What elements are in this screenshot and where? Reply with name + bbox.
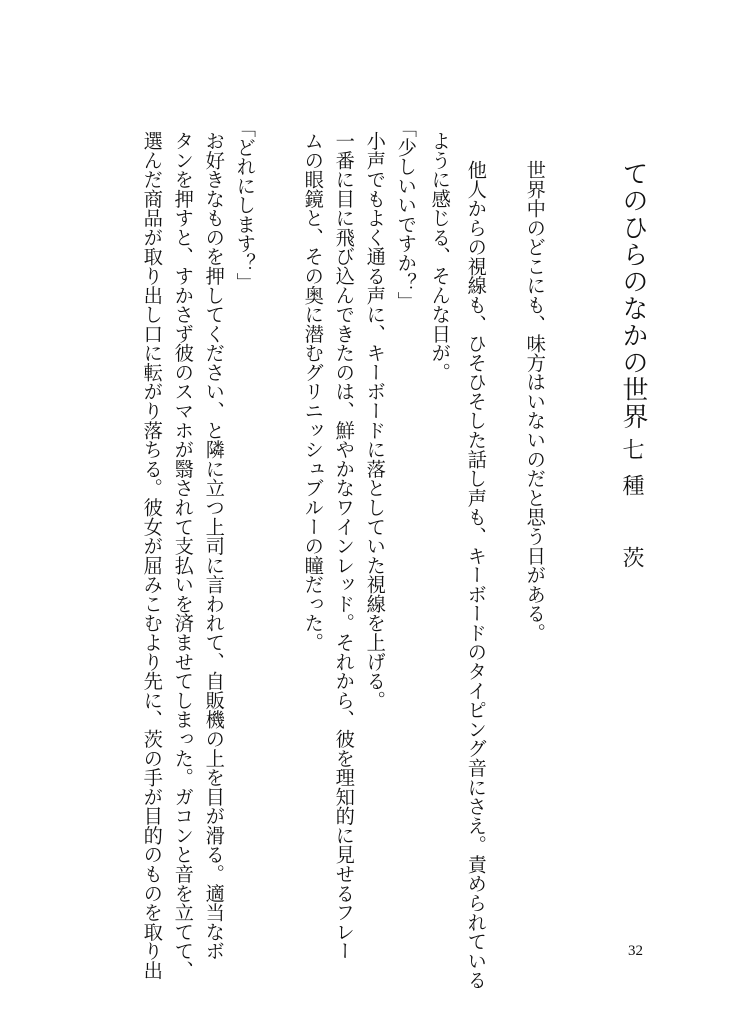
body-line-8: 「どれにします？」 xyxy=(233,118,257,292)
page-title: てのひらのなかの世界 xyxy=(618,160,648,430)
body-line-5: 小声でもよく通る声に、キーボードに落としていた視線を上げる。 xyxy=(363,131,387,710)
body-line-2: 他人からの視線も、ひそひそした話し声も、キーボードのタイピング音にさえ。責められている xyxy=(464,160,488,990)
body-line-7: ムの眼鏡と、その奥に潜むグリニッシュブルーの瞳だった。 xyxy=(301,131,325,652)
body-line-1: 世界中のどこにも、味方はいないのだと思う日がある。 xyxy=(523,160,547,643)
body-line-3: ように感じる、そんな日が。 xyxy=(428,131,452,382)
page-number: 32 xyxy=(628,943,643,959)
body-line-11: 選んだ商品が取り出し口に転がり落ちる。彼女が屈みこむより先に、茨の手が目的のものを取り出 xyxy=(140,131,164,980)
body-line-9: お好きなものを押してください、と隣に立つ上司に言われて、自販機の上を目が滑る。適当なボ xyxy=(202,131,226,961)
body-line-6: 一番に目に飛び込んできたのは、鮮やかなワインレッド。それから、彼を理知的に見せるフレー xyxy=(332,131,356,961)
body-line-10: タンを押すと、すかさず彼のスマホが翳されて支払いを済ませてしまった。ガコンと音を立てて、 xyxy=(171,131,195,980)
body-line-4: 「少しいいですか？」 xyxy=(394,118,418,311)
author-name: 七種 茨 xyxy=(619,438,644,582)
